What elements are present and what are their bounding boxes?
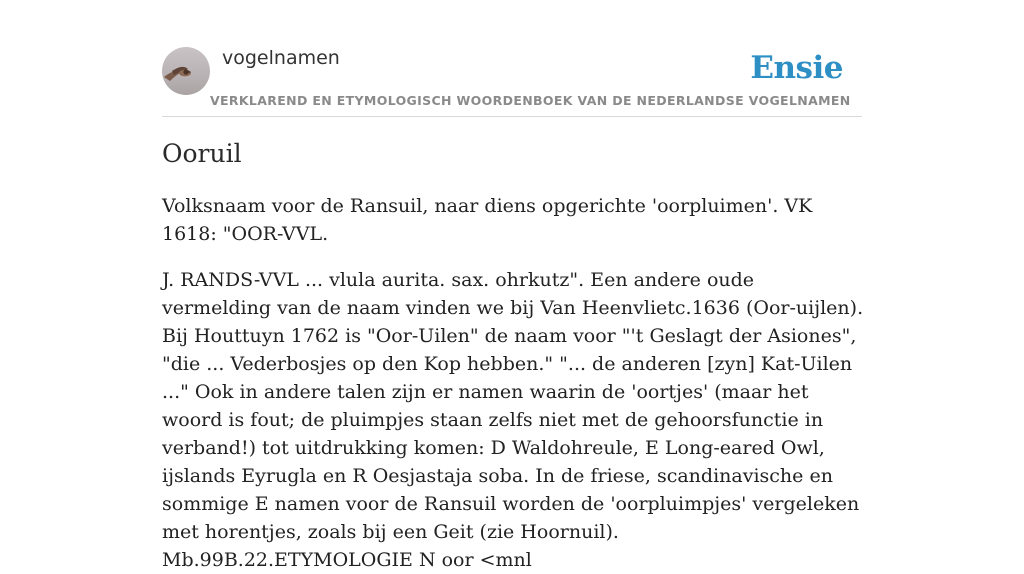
username-link[interactable]: vogelnamen bbox=[222, 47, 340, 69]
dictionary-subtitle[interactable]: VERKLAREND EN ETYMOLOGISCH WOORDENBOEK VAN DE NEDERLANDSE VOGELNAMEN bbox=[210, 93, 851, 108]
header bbox=[162, 46, 862, 117]
entry-content bbox=[162, 138, 864, 574]
entry-paragraph: Volksnaam voor de Ransuil, naar diens opgerichte 'oorpluimen'. VK 1618: "OOR-VVL. bbox=[162, 195, 813, 245]
bird-avatar-icon[interactable] bbox=[162, 47, 210, 95]
ensie-logo[interactable]: Ensie bbox=[750, 50, 843, 86]
entry-title: Ooruil bbox=[162, 139, 242, 168]
entry-paragraph: J. RANDS-VVL ... vlula aurita. sax. ohrkutz". Een andere oude vermelding van de naam vinden we bij Van Heenvlietc.1636 (Oor-uijlen). Bij Houttuyn 1762 is "Oor-Uilen" de naam voor "'t Geslagt der Asiones", "die ... Vederbosjes op den Kop hebben." "... de anderen [zyn] Kat-Uilen ..." Ook in andere talen zijn er namen waarin de 'oortjes' (maar het woord is fout; de pluimpjes staan zelfs niet met de gehoorsfunctie in verband!) tot uitdrukking komen: D Waldohreule, E Long-eared Owl, ijslands Eyrugla en R Oesjastaja soba. In de friese, scandinavische en sommige E namen voor de Ransuil worden de 'oorpluimpjes' vergeleken met horentjes, zoals bij een Geit (zie Hoornuil). Mb.99B.22.ETYMOLOGIE N oor <mnl bbox=[162, 269, 864, 571]
